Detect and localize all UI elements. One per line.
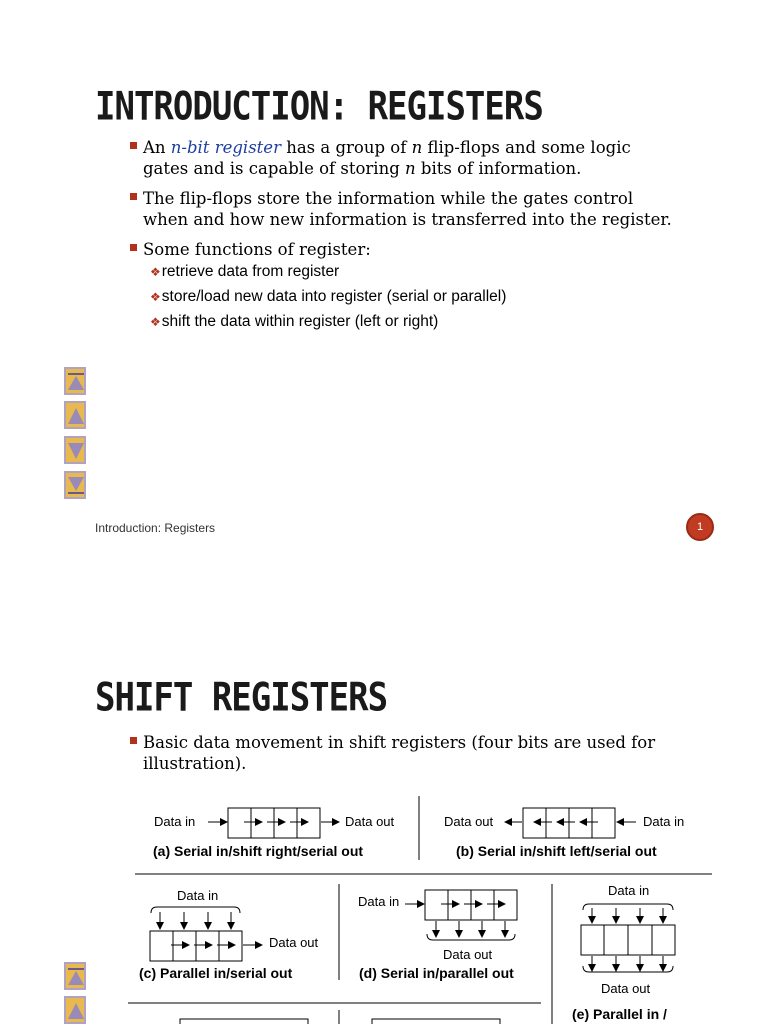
next-slide-icon: [67, 441, 85, 461]
sub-item-3: ❖shift the data within register (left or right): [150, 313, 439, 330]
n-bit-register-link[interactable]: n-bit register: [170, 138, 281, 157]
caption-b: (b) Serial in/shift left/serial out: [456, 843, 657, 859]
slide-1: INTRODUCTION: REGISTERS An n-bit register has a group of n flip-flops and some logic gates and is capable of storing n bits of information. The flip-flops store the information while the gates control when and how new information is transferred into the register. Some functions of register: ❖retrieve data from register ❖store/load new data into register (serial or parallel) ❖shift the data within register (left or right) Introduction: Registers 1: [0, 0, 768, 560]
last-slide-button[interactable]: [64, 471, 86, 499]
d-data-in-label: Data in: [358, 894, 400, 909]
page-number-badge: 1: [686, 513, 714, 541]
shift-register-figure: [0, 660, 768, 1024]
caption-d: (d) Serial in/parallel out: [359, 965, 514, 981]
slide-1-title: INTRODUCTION: REGISTERS: [95, 84, 543, 130]
next-slide-button[interactable]: [64, 436, 86, 464]
first-slide-icon: [67, 967, 85, 987]
a-data-in-label: Data in: [154, 814, 196, 829]
a-data-out-label: Data out: [345, 814, 395, 829]
previous-slide-button-2[interactable]: [64, 996, 86, 1024]
bullet-square-icon: [130, 142, 137, 149]
e-data-out-label: Data out: [601, 981, 651, 996]
first-slide-button-2[interactable]: [64, 962, 86, 990]
caption-c: (c) Parallel in/serial out: [139, 965, 293, 981]
bullet-square-icon: [130, 193, 137, 200]
e-data-in-label: Data in: [608, 883, 650, 898]
c-data-in-label: Data in: [177, 888, 219, 903]
caption-a: (a) Serial in/shift right/serial out: [153, 843, 364, 859]
diamond-bullet-icon: ❖: [150, 315, 161, 329]
slide-footer: Introduction: Registers: [95, 521, 216, 535]
b-data-in-label: Data in: [643, 814, 685, 829]
caption-e: (e) Parallel in /: [572, 1006, 667, 1022]
last-slide-icon: [67, 476, 85, 496]
slide-2: SHIFT REGISTERS Basic data movement in shift registers (four bits are used for illustration). Data in Data out (a) Serial in/shift right/serial out Data out Data in (b) Serial in/shift left/serial out Data in Data out (c) Parallel in/serial out Data in Data out (d) Serial in/parallel out Data in Data out (e) Parallel in /: [0, 660, 768, 1024]
sub-item-1: ❖retrieve data from register: [150, 263, 340, 280]
previous-slide-icon: [67, 406, 85, 426]
c-data-out-label: Data out: [269, 935, 319, 950]
first-slide-icon: [67, 372, 85, 392]
diamond-bullet-icon: ❖: [150, 265, 161, 279]
sub-item-2: ❖store/load new data into register (serial or parallel): [150, 288, 507, 305]
b-data-out-label: Data out: [444, 814, 494, 829]
diamond-bullet-icon: ❖: [150, 290, 161, 304]
d-data-out-label: Data out: [443, 947, 493, 962]
previous-slide-icon: [67, 1001, 85, 1021]
bullet-square-icon: [130, 244, 137, 251]
previous-slide-button[interactable]: [64, 401, 86, 429]
first-slide-button[interactable]: [64, 367, 86, 395]
slide-2-title: SHIFT REGISTERS: [95, 675, 388, 721]
